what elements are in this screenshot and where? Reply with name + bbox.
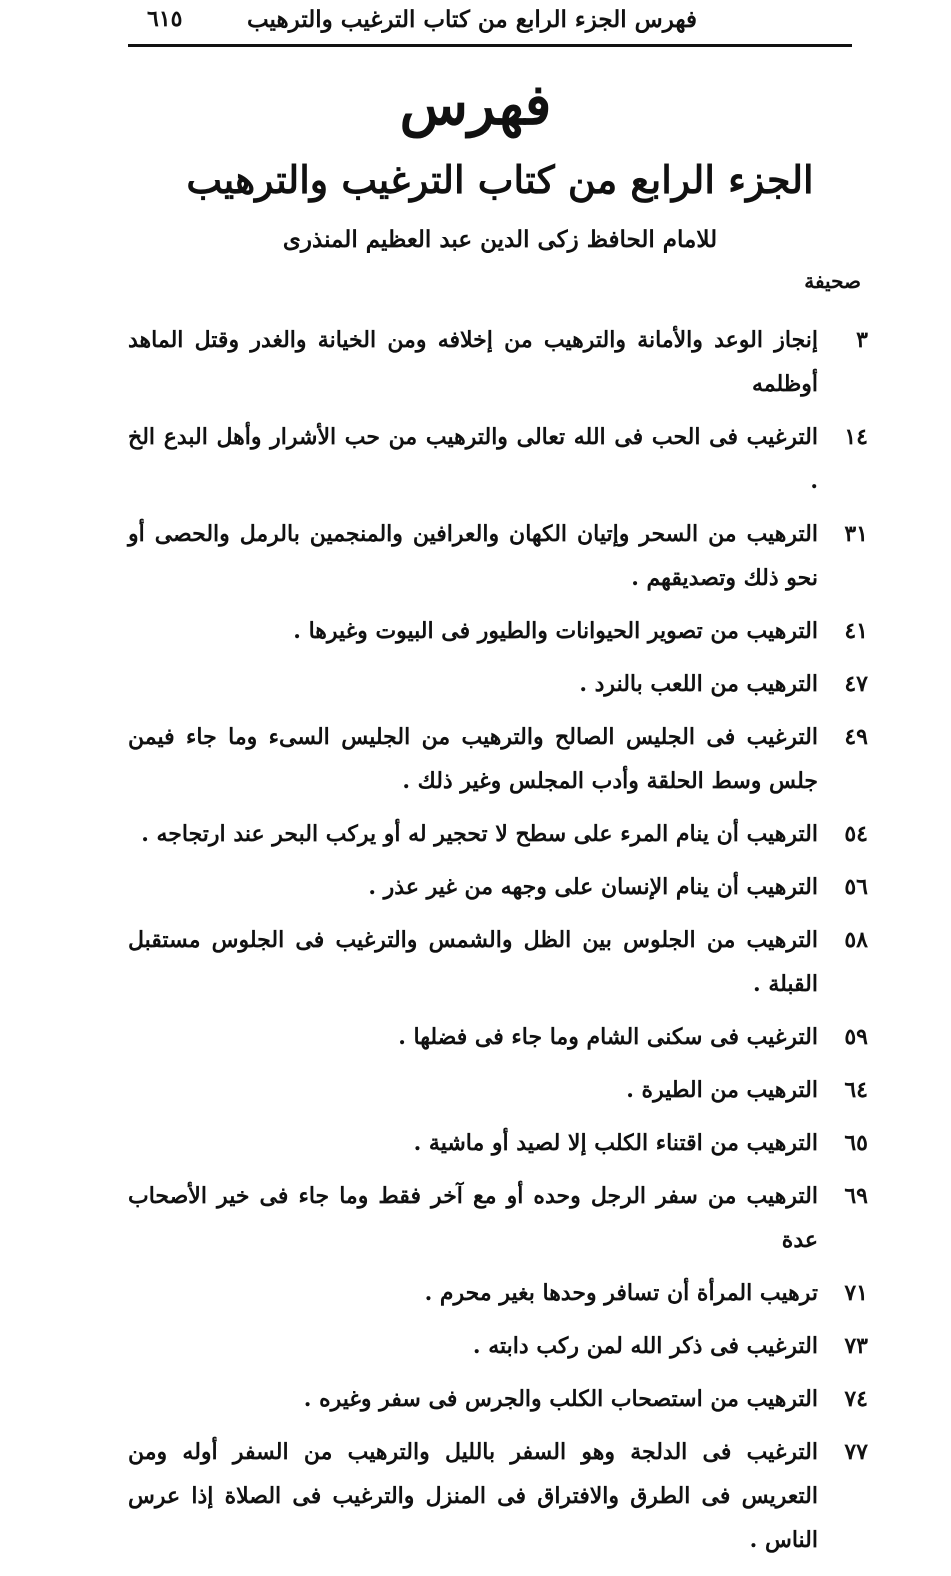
entry-page-number: ٦٩: [844, 1183, 868, 1209]
entry-page-number: ٤٩: [844, 724, 868, 750]
entry-page-number: ٧٧: [844, 1439, 868, 1465]
entry-title: الترغيب فى ذكر الله لمن ركب دابته .: [472, 1333, 818, 1359]
index-entry: [128, 1382, 868, 1421]
index-entry: [128, 720, 868, 803]
entry-title: الترغيب فى الدلجة وهو السفر بالليل والترهيب من السفر أوله ومن التعريس فى الطرق والافتراق فى المنزل والترغيب فى الصلاة إذا عرس الناس .: [128, 1439, 818, 1553]
page-title: فهرس: [399, 72, 552, 138]
entry-title: الترهيب أن ينام المرء على سطح لا تحجير له أو يركب البحر عند ارتجاجه .: [141, 821, 818, 847]
running-header: [125, 4, 855, 38]
entry-page-number: ٧٣: [844, 1333, 868, 1359]
index-entry: [128, 1073, 868, 1112]
entry-title: الترهيب من السحر وإتيان الكهان والعرافين والمنجمين بالرمل والحصى أو نحو ذلك وتصديقهم .: [128, 521, 818, 591]
index-entries: [128, 323, 868, 1576]
entry-page-number: ٤١: [844, 618, 868, 644]
index-entry: [128, 614, 868, 653]
entry-page-number: ١٤: [844, 424, 868, 450]
index-entry: [128, 323, 868, 406]
index-entry: [128, 517, 868, 600]
entry-title: الترهيب من الطيرة .: [626, 1077, 818, 1103]
index-entry: [128, 870, 868, 909]
entry-title: إنجاز الوعد والأمانة والترهيب من إخلافه ومن الخيانة والغدر وقتل الماهد أوظلمه: [128, 327, 818, 397]
index-entry: [128, 1276, 868, 1315]
index-entry: [128, 1435, 868, 1562]
entry-title: الترهيب من اللعب بالنرد .: [579, 671, 818, 697]
index-entry: [128, 1329, 868, 1368]
entry-title: الترهيب أن ينام الإنسان على وجهه من غير عذر .: [368, 874, 818, 900]
index-entry: [128, 1020, 868, 1059]
entry-title: الترهيب من اقتناء الكلب إلا لصيد أو ماشية .: [413, 1130, 818, 1156]
entry-page-number: ٣١: [844, 521, 868, 547]
entry-title: الترغيب فى الجليس الصالح والترهيب من الجليس السىء وما جاء فيمن جلس وسط الحلقة وأدب المجلس وغير ذلك .: [128, 724, 818, 794]
entry-page-number: ٥٤: [844, 821, 868, 847]
entry-title: الترهيب من استصحاب الكلب والجرس فى سفر وغيره .: [303, 1386, 818, 1412]
running-title: فهرس الجزء الرابع من كتاب الترغيب والترهيب: [246, 6, 697, 33]
entry-title: الترغيب فى سكنى الشام وما جاء فى فضلها .: [398, 1024, 818, 1050]
index-entry: [128, 667, 868, 706]
entry-page-number: ٧٤: [844, 1386, 868, 1412]
entry-page-number: ٤٧: [844, 671, 868, 697]
entry-page-number: ٦٥: [844, 1130, 868, 1156]
page-number: ٦١٥: [147, 6, 183, 32]
entry-page-number: ٧١: [844, 1280, 868, 1306]
entry-title: الترهيب من الجلوس بين الظل والشمس والترغيب فى الجلوس مستقبل القبلة .: [128, 927, 818, 997]
entry-page-number: ٦٤: [844, 1077, 868, 1103]
index-entry: [128, 923, 868, 1006]
page-column-label: صحيفة: [804, 269, 861, 293]
index-entry: [128, 1126, 868, 1165]
book-title: الجزء الرابع من كتاب الترغيب والترهيب: [186, 157, 814, 202]
entry-title: الترهيب من تصوير الحيوانات والطيور فى البيوت وغيرها .: [293, 618, 818, 644]
index-entry: [128, 817, 868, 856]
author-line: للامام الحافظ زكى الدين عبد العظيم المنذرى: [282, 226, 718, 253]
index-entry: [128, 420, 868, 503]
entry-page-number: ٥٨: [844, 927, 868, 953]
entry-title: الترهيب من سفر الرجل وحده أو مع آخر فقط وما جاء فى خير الأصحاب عدة: [128, 1183, 818, 1253]
entry-title: الترغيب فى الحب فى الله تعالى والترهيب من حب الأشرار وأهل البدع الخ .: [128, 424, 818, 494]
header-divider: [128, 44, 852, 47]
entry-page-number: ٥٩: [844, 1024, 868, 1050]
entry-page-number: ٥٦: [844, 874, 868, 900]
entry-page-number: ٣: [856, 327, 868, 353]
entry-title: ترهيب المرأة أن تسافر وحدها بغير محرم .: [424, 1280, 818, 1306]
index-entry: [128, 1179, 868, 1262]
